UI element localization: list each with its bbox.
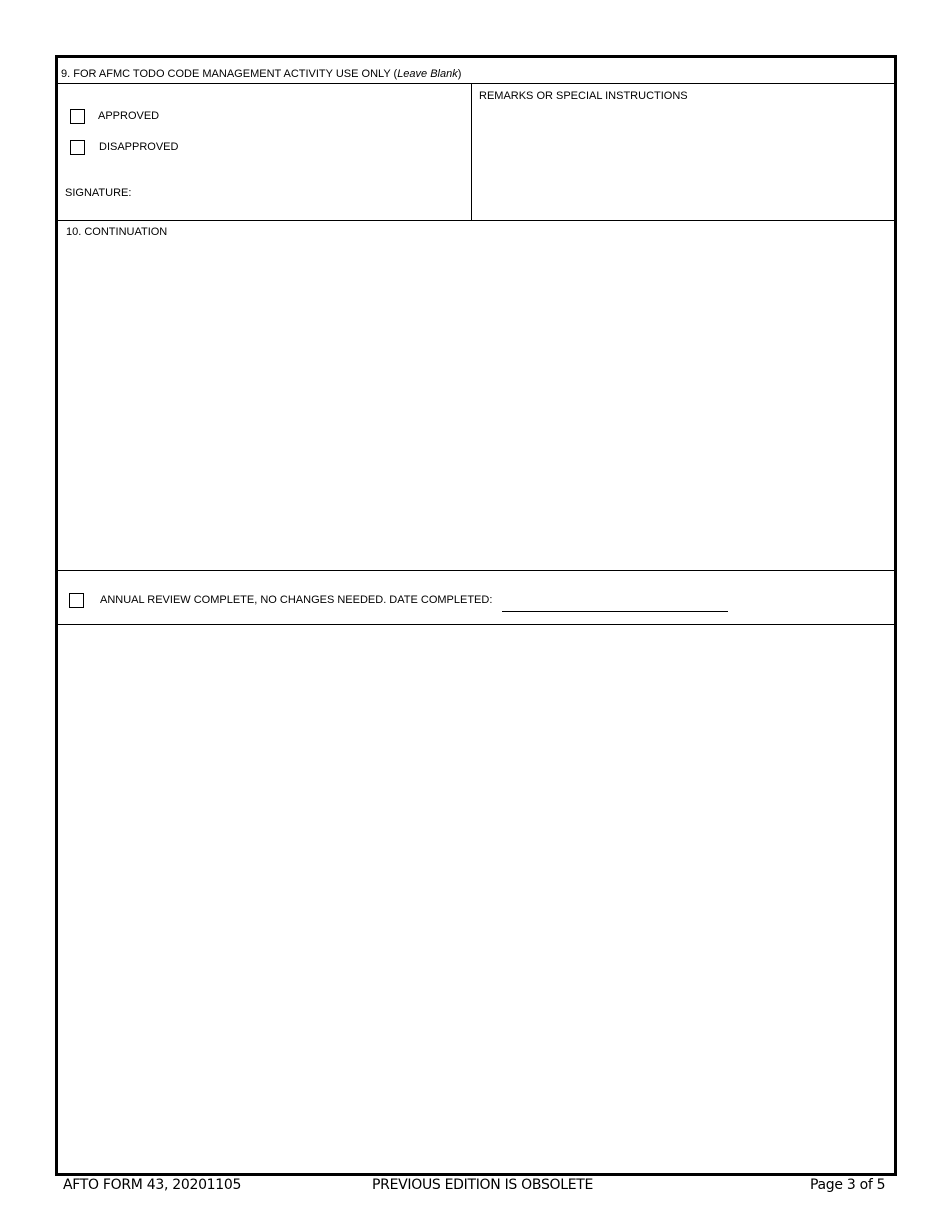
signature-field[interactable] [138,178,458,200]
continuation-heading: 10. CONTINUATION [66,226,168,238]
remarks-field[interactable] [476,106,888,216]
blank-area [63,630,888,1165]
date-completed-line[interactable] [502,611,728,612]
section-9-heading: 9. FOR AFMC TODO CODE MANAGEMENT ACTIVITY USE ONLY (Leave Blank) [61,68,462,80]
edition-note: PREVIOUS EDITION IS OBSOLETE [372,1177,594,1193]
column-divider [471,83,472,220]
annual-review-label: ANNUAL REVIEW COMPLETE, NO CHANGES NEEDED. DATE COMPLETED: [100,594,493,606]
section-9-heading-note: Leave Blank [397,68,458,80]
approved-checkbox[interactable] [70,109,85,124]
approved-label: APPROVED [98,110,160,122]
annual-review-checkbox[interactable] [69,593,84,608]
divider [58,570,894,571]
remarks-label: REMARKS OR SPECIAL INSTRUCTIONS [479,90,688,102]
divider [58,624,894,625]
disapproved-checkbox[interactable] [70,140,85,155]
page-number: Page 3 of 5 [810,1177,886,1193]
disapproved-label: DISAPPROVED [99,141,179,153]
continuation-field[interactable] [63,242,888,567]
form-frame [55,55,897,1176]
divider [58,83,894,84]
form-id: AFTO FORM 43, 20201105 [63,1177,242,1193]
signature-label: SIGNATURE: [65,187,132,199]
divider [58,220,894,221]
